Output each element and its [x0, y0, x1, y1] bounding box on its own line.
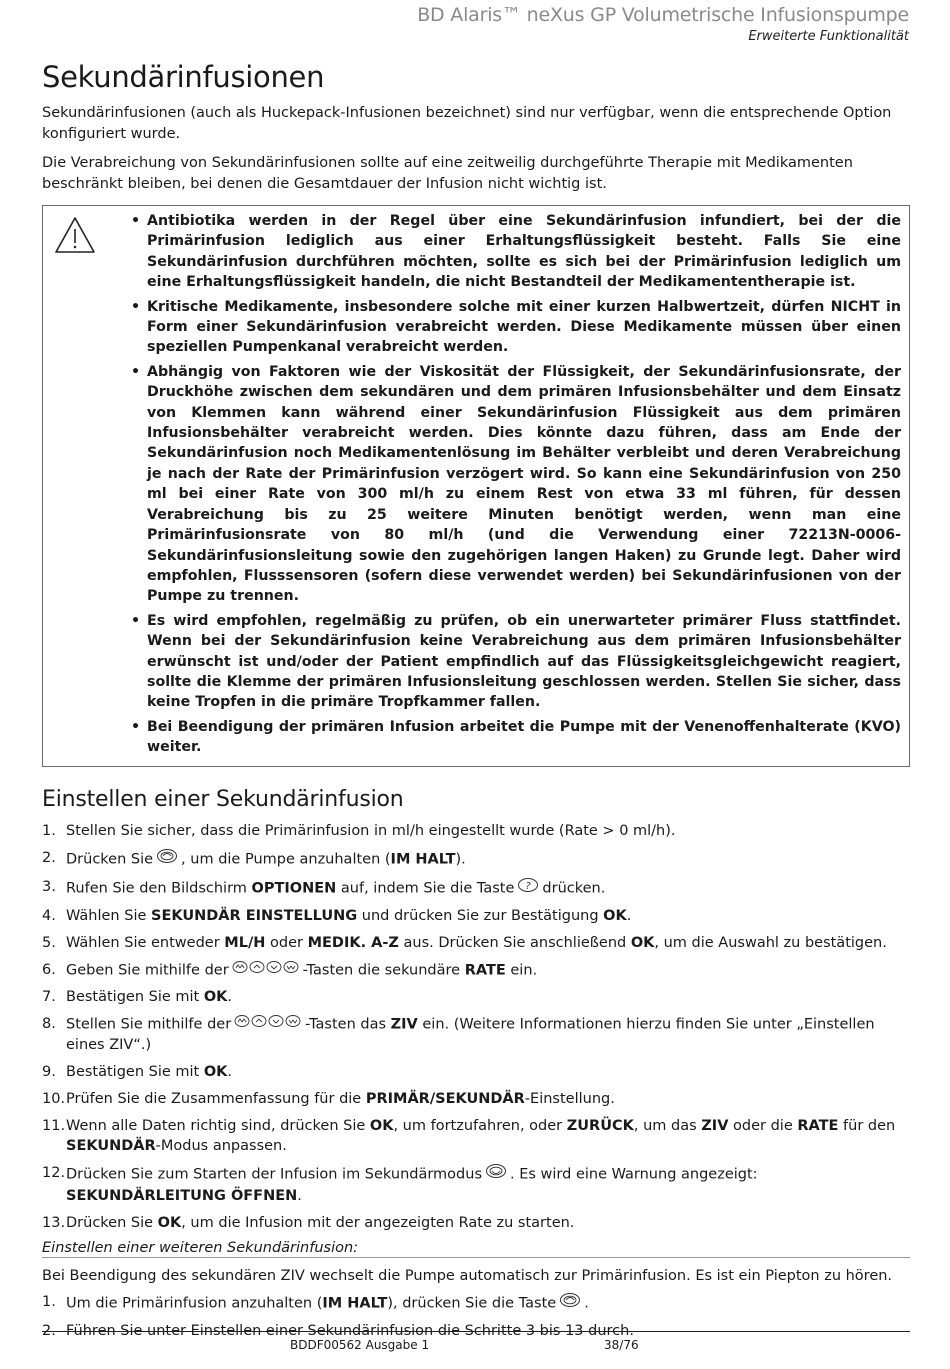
footer-page-number: 38/76: [604, 1338, 639, 1352]
step-number: 3.: [42, 878, 56, 895]
warning-icon-cell: [43, 211, 131, 762]
step-keyword: MEDIK. A-Z: [307, 934, 399, 951]
step-text: Drücken Sie: [66, 850, 154, 867]
step-text: Wenn alle Daten richtig sind, drücken Sie: [66, 1117, 370, 1134]
further-intro: Bei Beendigung des sekundären ZIV wechselt die Pumpe automatisch zur Primärinfusion. Es ist ein Piepton zu hören.: [42, 1267, 893, 1284]
step-item: [42, 848, 910, 871]
further-steps: [42, 1292, 910, 1342]
step-keyword: RATE: [464, 961, 506, 978]
step-text: , um die Pumpe anzuhalten (: [181, 850, 391, 867]
step-text: Stellen Sie sicher, dass die Primärinfusion in ml/h eingestellt wurde (Rate > 0 ml/h).: [66, 822, 676, 839]
pause-button-icon: [559, 1292, 581, 1315]
bullet: •: [131, 363, 141, 380]
page-title: Sekundärinfusionen: [42, 60, 325, 94]
step-text: Wählen Sie: [66, 907, 151, 924]
step-text: ), drücken Sie die Taste: [387, 1295, 557, 1312]
step-text: aus. Drücken Sie anschließend: [398, 934, 631, 951]
warning-text: Kritische Medikamente, insbesondere solche mit einer kurzen Halbwertzeit, dürfen NICHT in Form einer Sekundärinfusion verabreicht werden. Diese Medikamente müssen über einen speziellen Pumpenkanal verabreicht werden.: [147, 298, 901, 356]
arrow-keys-icon: [234, 1014, 302, 1035]
step-keyword: OK: [603, 907, 627, 924]
step-keyword: IM HALT: [322, 1295, 388, 1312]
step-item: [42, 987, 910, 1008]
step-text: , um die Infusion mit der angezeigten Rate zu starten.: [181, 1214, 575, 1231]
step-text: , um fortzufahren, oder: [393, 1117, 567, 1134]
warning-item: [131, 717, 901, 758]
setup-steps: [42, 821, 910, 1234]
bullet: •: [131, 612, 141, 629]
step-item: [42, 1062, 910, 1083]
step-keyword: RATE: [797, 1117, 839, 1134]
step-keyword: OK: [630, 934, 655, 951]
warning-text: Bei Beendigung der primären Infusion arbeitet die Pumpe mit der Venenoffenhalterate (KVO) weiter.: [147, 718, 901, 756]
step-text: .: [227, 1063, 233, 1080]
step-number: 4.: [42, 907, 56, 924]
warning-item: [131, 211, 901, 293]
setup-heading: Einstellen einer Sekundärinfusion: [42, 786, 404, 812]
warning-item: [131, 611, 901, 713]
further-heading: Einstellen einer weiteren Sekundärinfusion:: [42, 1240, 910, 1258]
step-keyword: ZIV: [701, 1117, 729, 1134]
step-keyword: OK: [203, 988, 228, 1005]
step-text: Drücken Sie: [66, 1214, 158, 1231]
step-text: -Tasten das: [305, 1016, 391, 1033]
warning-text: Es wird empfohlen, regelmäßig zu prüfen, ob ein unerwarteter primärer Fluss stattfindet. Wenn bei der Sekundärinfusion keine Verabreichung aus dem primären Infusionsbehälter erwünscht ist und/oder der Patient empfindlich auf das Flüssigkeitsgleichgewicht reagiert, sollte die Klemme der primären Infusionsleitung geschlossen werden. Stellen Sie sicher, dass keine Tropfen in die primäre Tropfkammer fallen.: [147, 612, 901, 711]
step-number: 7.: [42, 988, 56, 1005]
warning-box: [42, 205, 910, 767]
step-text: .: [297, 1187, 302, 1204]
step-item: [42, 877, 910, 900]
step-keyword: ZURÜCK: [566, 1117, 634, 1134]
document-title: BD Alaris™ neXus GP Volumetrische Infusionspumpe: [417, 4, 909, 26]
warning-list: [131, 211, 901, 762]
step-item: [42, 1163, 910, 1206]
step-text: Um die Primärinfusion anzuhalten (: [66, 1295, 323, 1312]
step-item: [42, 1014, 910, 1055]
warning-item: [131, 362, 901, 607]
start-button-icon: [485, 1163, 507, 1186]
pause-button-icon: [156, 848, 178, 871]
step-number: 13.: [42, 1214, 66, 1231]
options-button-icon: [517, 877, 539, 900]
step-text: , um das: [633, 1117, 702, 1134]
step-text: oder: [265, 934, 308, 951]
step-item: [42, 960, 910, 981]
step-text: ).: [455, 850, 466, 867]
step-keyword: SEKUNDÄR EINSTELLUNG: [151, 907, 358, 924]
step-text: Geben Sie mithilfe der: [66, 961, 229, 978]
step-text: für den: [838, 1117, 896, 1134]
step-text: .: [584, 1295, 589, 1312]
step-item: [42, 1089, 910, 1110]
warning-item: [131, 297, 901, 358]
step-number: 2.: [42, 1323, 56, 1340]
step-keyword: OPTIONEN: [251, 879, 337, 896]
step-keyword: OK: [369, 1117, 394, 1134]
step-text: Prüfen Sie die Zusammenfassung für die: [66, 1090, 366, 1107]
step-item: [42, 821, 910, 842]
step-text: . Es wird eine Warnung angezeigt:: [510, 1166, 758, 1183]
step-number: 8.: [42, 1015, 56, 1032]
step-text: ein.: [505, 961, 538, 978]
intro-paragraph-1: Sekundärinfusionen (auch als Huckepack-Infusionen bezeichnet) sind nur verfügbar, wenn die entsprechende Option konfiguriert wurde.: [42, 105, 892, 142]
step-text: -Modus anpassen.: [155, 1138, 287, 1155]
intro-paragraph-2: Die Verabreichung von Sekundärinfusionen sollte auf eine zeitweilig durchgeführte Therapie mit Medikamenten beschränkt bleiben, bei denen die Gesamtdauer der Infusion nicht wichtig ist.: [42, 155, 853, 192]
step-keyword: SEKUNDÄR: [66, 1138, 156, 1155]
step-text: -Tasten die sekundäre: [302, 961, 465, 978]
step-keyword: SEKUNDÄRLEITUNG ÖFFNEN: [66, 1187, 298, 1204]
page-content: [42, 60, 910, 1348]
step-text: ein. (Weitere Informationen hierzu finden Sie unter „Einstellen eines ZIV“.): [66, 1016, 875, 1053]
step-text: auf, indem Sie die Taste: [336, 879, 515, 896]
step-number: 12.: [42, 1165, 66, 1182]
step-number: 9.: [42, 1063, 56, 1080]
step-text: Wählen Sie entweder: [66, 934, 225, 951]
step-keyword: OK: [203, 1063, 228, 1080]
step-keyword: ML/H: [224, 934, 266, 951]
footer-divider: [42, 1331, 910, 1332]
step-text: drücken.: [542, 879, 606, 896]
svg-text:?: ?: [525, 880, 532, 892]
step-item: [42, 906, 910, 927]
step-item: [42, 1292, 910, 1315]
step-text: oder die: [728, 1117, 798, 1134]
page-header: [417, 4, 909, 44]
section-subtitle: Erweiterte Funktionalität: [748, 29, 909, 44]
step-text: -Einstellung.: [524, 1090, 615, 1107]
step-item: [42, 1213, 910, 1234]
step-text: .: [626, 907, 632, 924]
step-number: 2.: [42, 849, 56, 866]
step-text: Drücken Sie zum Starten der Infusion im Sekundärmodus: [66, 1166, 482, 1183]
step-item: [42, 933, 910, 954]
step-number: 10.: [42, 1090, 66, 1107]
step-keyword: PRIMÄR/SEKUNDÄR: [365, 1090, 525, 1107]
bullet: •: [131, 718, 141, 735]
step-keyword: OK: [157, 1214, 182, 1231]
arrow-keys-icon: [232, 960, 300, 981]
step-keyword: ZIV: [390, 1016, 418, 1033]
step-number: 6.: [42, 961, 56, 978]
step-number: 11.: [42, 1117, 66, 1134]
warning-triangle-icon: [53, 215, 97, 255]
footer-doc-number: BDDF00562 Ausgabe 1: [290, 1338, 430, 1352]
step-text: Stellen Sie mithilfe der: [66, 1016, 232, 1033]
warning-text: Abhängig von Faktoren wie der Viskosität der Flüssigkeit, der Sekundärinfusionsrate, der Druckhöhe zwischen dem sekundären und dem primären Infusionsbehälter und dem Einsatz von Klemmen kann während einer Sekundärinfusion Flüssigkeit aus dem primären Infusionsbehälter verabreicht werden. Dies könnte dazu führen, dass am Ende der Sekundärinfusion noch Medikamentenlösung im Behälter verbleibt und deren Verabreichung je nach der Rate der Primärinfusion verzögert wird. So kann eine Sekundärinfusion von 250 ml bei einer Rate von 300 ml/h zu einem Rest von etwa 33 ml führen, für dessen Verabreichung bis zu 25 weitere Minuten benötigt werden, wenn man eine Primärinfusionsrate von 80 ml/h (und die Verwendung einer 72213N-0006-Sekundärinfusionsleitung sowie den zugehörigen langen Haken) zu Grunde legt. Daher wird empfohlen, Flusssensoren (sofern diese verwendet werden) bei Sekundärinfusionen von der Pumpe zu trennen.: [147, 363, 901, 605]
step-number: 1.: [42, 1294, 56, 1311]
step-text: .: [227, 988, 233, 1005]
step-number: 5.: [42, 934, 56, 951]
bullet: •: [131, 213, 141, 229]
step-item: [42, 1116, 910, 1157]
step-text: Rufen Sie den Bildschirm: [66, 879, 252, 896]
step-text: und drücken Sie zur Bestätigung: [357, 907, 604, 924]
step-text: Führen Sie unter Einstellen einer Sekundärinfusion die Schritte 3 bis 13 durch.: [66, 1323, 634, 1340]
step-number: 1.: [42, 822, 56, 839]
step-text: Bestätigen Sie mit: [66, 1063, 204, 1080]
step-text: , um die Auswahl zu bestätigen.: [654, 934, 887, 951]
step-text: Bestätigen Sie mit: [66, 988, 204, 1005]
warning-text: Antibiotika werden in der Regel über eine Sekundärinfusion infundiert, bei der die Primärinfusion lediglich aus einer Erhaltungsflüssigkeit besteht. Falls Sie eine Sekundärinfusion durchführen möchten, sollte es sich bei der Primärinfusion lediglich um eine Erhaltungsflüssigkeit handeln, die nicht Bestandteil der Medikamententherapie ist.: [147, 213, 901, 291]
bullet: •: [131, 298, 141, 315]
step-keyword: IM HALT: [390, 850, 456, 867]
